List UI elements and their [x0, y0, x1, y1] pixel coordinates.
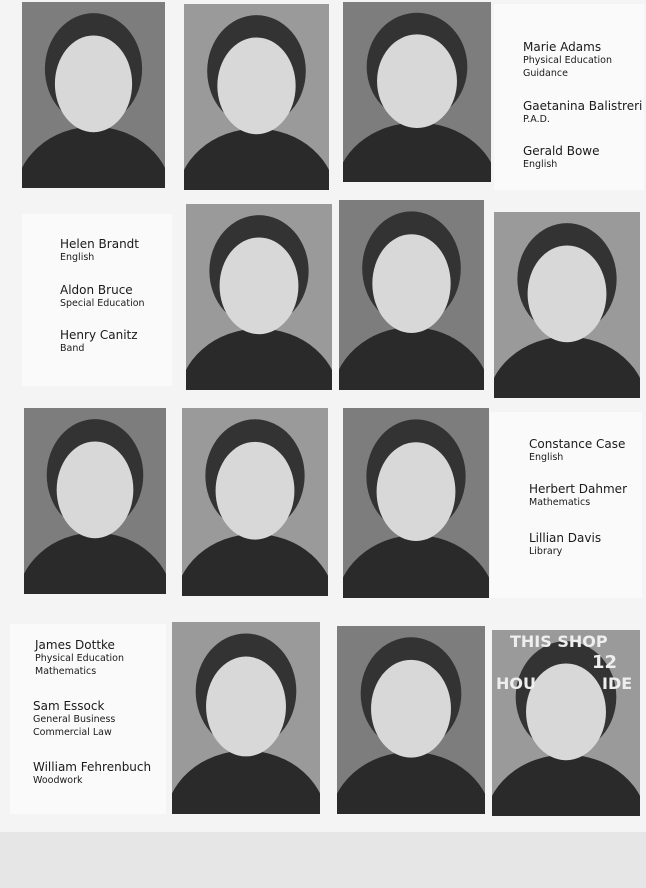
shop-sign-text: HOU [496, 674, 536, 693]
staff-department: English [523, 159, 558, 170]
staff-name: Helen Brandt [60, 237, 139, 251]
caption-fehrenbuch [33, 760, 151, 787]
portrait-photo [337, 626, 485, 814]
caption-balistreri [523, 99, 642, 126]
portrait-silhouette [337, 626, 485, 814]
staff-name: Constance Case [529, 437, 626, 451]
staff-department: Guidance [523, 68, 568, 79]
staff-department: Mathematics [529, 497, 591, 508]
staff-name: William Fehrenbuch [33, 760, 152, 774]
portrait-photo [186, 204, 332, 390]
staff-name: Gerald Bowe [523, 144, 600, 158]
portrait-photo [339, 200, 484, 390]
staff-name: Gaetanina Balistreri [523, 99, 643, 113]
caption-adams [523, 40, 612, 80]
portrait-photo-shop-sign [492, 630, 640, 816]
staff-name: Sam Essock [33, 699, 105, 713]
caption-bowe [523, 144, 600, 171]
portrait-silhouette [343, 2, 491, 182]
portrait-silhouette [182, 408, 328, 596]
shop-sign-text: 12 [592, 652, 618, 673]
caption-essock [33, 699, 115, 739]
page-bottom-margin [0, 832, 646, 888]
portrait-photo [172, 622, 320, 814]
staff-name: Herbert Dahmer [529, 482, 627, 496]
staff-name: Marie Adams [523, 40, 602, 54]
portrait-photo [22, 2, 165, 188]
staff-department: Commercial Law [33, 727, 112, 738]
portrait-photo [184, 4, 329, 190]
portrait-photo [343, 2, 491, 182]
portrait-photo [24, 408, 166, 594]
staff-department: Band [60, 343, 85, 354]
staff-department: Special Education [60, 298, 145, 309]
portrait-silhouette [172, 622, 320, 814]
caption-bruce [60, 283, 145, 310]
staff-department: English [60, 252, 95, 263]
portrait-silhouette [494, 212, 640, 398]
staff-department: Physical Education [523, 55, 612, 66]
caption-canitz [60, 328, 138, 355]
caption-brandt [60, 237, 139, 264]
staff-department: Woodwork [33, 775, 83, 786]
staff-name: Lillian Davis [529, 531, 602, 545]
staff-department: English [529, 452, 564, 463]
staff-department: Mathematics [35, 666, 97, 677]
staff-department: P.A.D. [523, 114, 550, 125]
portrait-photo [182, 408, 328, 596]
caption-dahmer [529, 482, 627, 509]
portrait-photo [343, 408, 489, 598]
caption-case [529, 437, 625, 464]
caption-dottke [35, 638, 124, 678]
shop-sign-text: IDE [602, 674, 633, 693]
portrait-silhouette [492, 630, 640, 816]
portrait-silhouette [184, 4, 329, 190]
portrait-silhouette [22, 2, 165, 188]
staff-name: Henry Canitz [60, 328, 138, 342]
staff-name: Aldon Bruce [60, 283, 133, 297]
portrait-silhouette [24, 408, 166, 594]
staff-name: James Dottke [35, 638, 115, 652]
shop-sign-text: THIS SHOP [510, 632, 608, 651]
staff-department: General Business [33, 714, 116, 725]
caption-davis [529, 531, 601, 558]
staff-department: Physical Education [35, 653, 124, 664]
staff-department: Library [529, 546, 563, 557]
portrait-photo [494, 212, 640, 398]
portrait-silhouette [339, 200, 484, 390]
portrait-silhouette [186, 204, 332, 390]
portrait-silhouette [343, 408, 489, 598]
